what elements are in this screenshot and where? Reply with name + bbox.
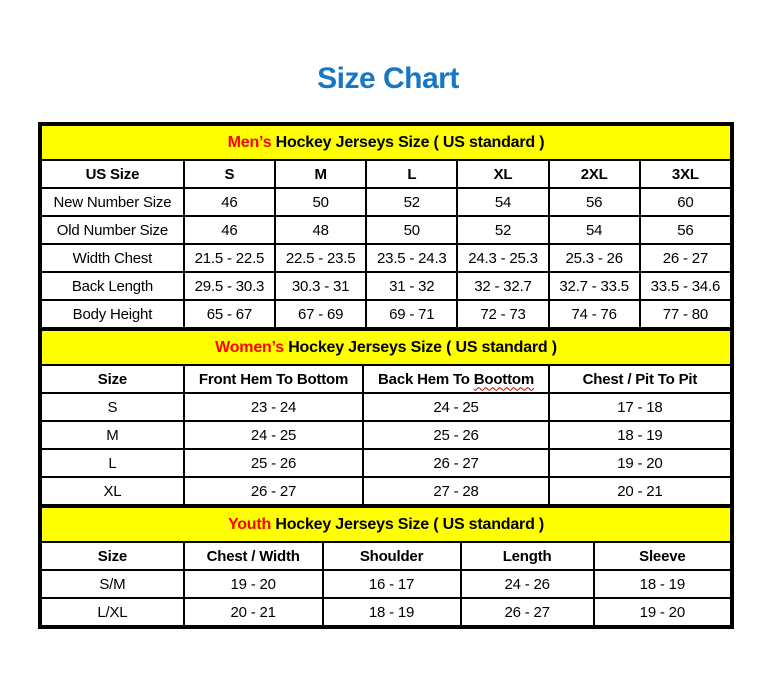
data-cell: 77 - 80 xyxy=(640,300,731,328)
row-label: XL xyxy=(41,477,184,505)
data-cell: 16 - 17 xyxy=(323,570,461,598)
table-row xyxy=(41,216,731,244)
table-row xyxy=(41,598,731,626)
table-row xyxy=(41,570,731,598)
data-cell: 18 - 19 xyxy=(323,598,461,626)
column-header-3xl: 3XL xyxy=(640,160,731,188)
data-cell: 32.7 - 33.5 xyxy=(549,272,640,300)
column-header-sleeve: Sleeve xyxy=(594,542,731,570)
table-row xyxy=(41,300,731,328)
row-label: L xyxy=(41,449,184,477)
data-cell: 25.3 - 26 xyxy=(549,244,640,272)
table-row xyxy=(41,421,731,449)
data-cell: 69 - 71 xyxy=(366,300,457,328)
data-cell: 18 - 19 xyxy=(549,421,731,449)
womens-section-header-row xyxy=(41,330,731,365)
data-cell: 67 - 69 xyxy=(275,300,366,328)
data-cell: 23 - 24 xyxy=(184,393,363,421)
youth-column-header-row xyxy=(41,542,731,570)
data-cell: 26 - 27 xyxy=(461,598,594,626)
data-cell: 26 - 27 xyxy=(640,244,731,272)
youth-size-table xyxy=(40,506,732,627)
size-chart xyxy=(38,122,734,629)
column-header-m: M xyxy=(275,160,366,188)
column-header-2xl: 2XL xyxy=(549,160,640,188)
data-cell: 32 - 32.7 xyxy=(457,272,548,300)
column-header-us-size: US Size xyxy=(41,160,184,188)
data-cell: 24.3 - 25.3 xyxy=(457,244,548,272)
data-cell: 33.5 - 34.6 xyxy=(640,272,731,300)
page-title: Size Chart xyxy=(317,62,459,95)
data-cell: 26 - 27 xyxy=(184,477,363,505)
column-header-chest-width: Chest / Width xyxy=(184,542,323,570)
youth-section-header-row xyxy=(41,507,731,542)
data-cell: 18 - 19 xyxy=(594,570,731,598)
data-cell: 17 - 18 xyxy=(549,393,731,421)
youth-title-text: Hockey Jerseys Size ( US standard ) xyxy=(271,515,545,533)
data-cell: 54 xyxy=(549,216,640,244)
data-cell: 50 xyxy=(275,188,366,216)
mens-section-header-row xyxy=(41,125,731,160)
mens-section-header xyxy=(41,125,731,160)
data-cell: 29.5 - 30.3 xyxy=(184,272,275,300)
table-row xyxy=(41,393,731,421)
table-row xyxy=(41,272,731,300)
column-header-size: Size xyxy=(41,365,184,393)
column-header-s: S xyxy=(184,160,275,188)
data-cell: 60 xyxy=(640,188,731,216)
row-label: S/M xyxy=(41,570,184,598)
mens-title-text: Hockey Jerseys Size ( US standard ) xyxy=(271,133,545,151)
data-cell: 24 - 26 xyxy=(461,570,594,598)
data-cell: 46 xyxy=(184,216,275,244)
back-hem-label: Back Hem To xyxy=(378,370,474,388)
womens-title-text: Hockey Jerseys Size ( US standard ) xyxy=(283,338,557,356)
data-cell: 74 - 76 xyxy=(549,300,640,328)
womens-size-table xyxy=(40,329,732,506)
mens-size-table xyxy=(40,124,732,329)
column-header-back-hem xyxy=(363,365,549,393)
data-cell: 52 xyxy=(457,216,548,244)
data-cell: 19 - 20 xyxy=(594,598,731,626)
row-label: M xyxy=(41,421,184,449)
data-cell: 46 xyxy=(184,188,275,216)
data-cell: 19 - 20 xyxy=(549,449,731,477)
data-cell: 50 xyxy=(366,216,457,244)
data-cell: 20 - 21 xyxy=(549,477,731,505)
row-label: L/XL xyxy=(41,598,184,626)
column-header-l: L xyxy=(366,160,457,188)
data-cell: 26 - 27 xyxy=(363,449,549,477)
data-cell: 48 xyxy=(275,216,366,244)
data-cell: 19 - 20 xyxy=(184,570,323,598)
data-cell: 52 xyxy=(366,188,457,216)
womens-section-header xyxy=(41,330,731,365)
table-row xyxy=(41,449,731,477)
data-cell: 24 - 25 xyxy=(184,421,363,449)
data-cell: 23.5 - 24.3 xyxy=(366,244,457,272)
data-cell: 72 - 73 xyxy=(457,300,548,328)
row-label: New Number Size xyxy=(41,188,184,216)
mens-title-accent: Men’s xyxy=(227,133,272,151)
womens-title-accent: Women’s xyxy=(215,338,284,356)
data-cell: 25 - 26 xyxy=(184,449,363,477)
data-cell: 21.5 - 22.5 xyxy=(184,244,275,272)
womens-column-header-row xyxy=(41,365,731,393)
data-cell: 65 - 67 xyxy=(184,300,275,328)
data-cell: 31 - 32 xyxy=(366,272,457,300)
row-label: S xyxy=(41,393,184,421)
data-cell: 24 - 25 xyxy=(363,393,549,421)
data-cell: 20 - 21 xyxy=(184,598,323,626)
table-row xyxy=(41,477,731,505)
mens-column-header-row xyxy=(41,160,731,188)
back-hem-misspelled-word: Boottom xyxy=(473,370,534,388)
data-cell: 22.5 - 23.5 xyxy=(275,244,366,272)
data-cell: 27 - 28 xyxy=(363,477,549,505)
column-header-xl: XL xyxy=(457,160,548,188)
data-cell: 30.3 - 31 xyxy=(275,272,366,300)
column-header-shoulder: Shoulder xyxy=(323,542,461,570)
table-row xyxy=(41,244,731,272)
column-header-length: Length xyxy=(461,542,594,570)
row-label: Body Height xyxy=(41,300,184,328)
youth-title-accent: Youth xyxy=(227,515,272,533)
column-header-chest: Chest / Pit To Pit xyxy=(549,365,731,393)
row-label: Old Number Size xyxy=(41,216,184,244)
data-cell: 56 xyxy=(640,216,731,244)
data-cell: 25 - 26 xyxy=(363,421,549,449)
table-row xyxy=(41,188,731,216)
column-header-front-hem: Front Hem To Bottom xyxy=(184,365,363,393)
data-cell: 56 xyxy=(549,188,640,216)
row-label: Back Length xyxy=(41,272,184,300)
data-cell: 54 xyxy=(457,188,548,216)
youth-section-header xyxy=(41,507,731,542)
column-header-size: Size xyxy=(41,542,184,570)
row-label: Width Chest xyxy=(41,244,184,272)
